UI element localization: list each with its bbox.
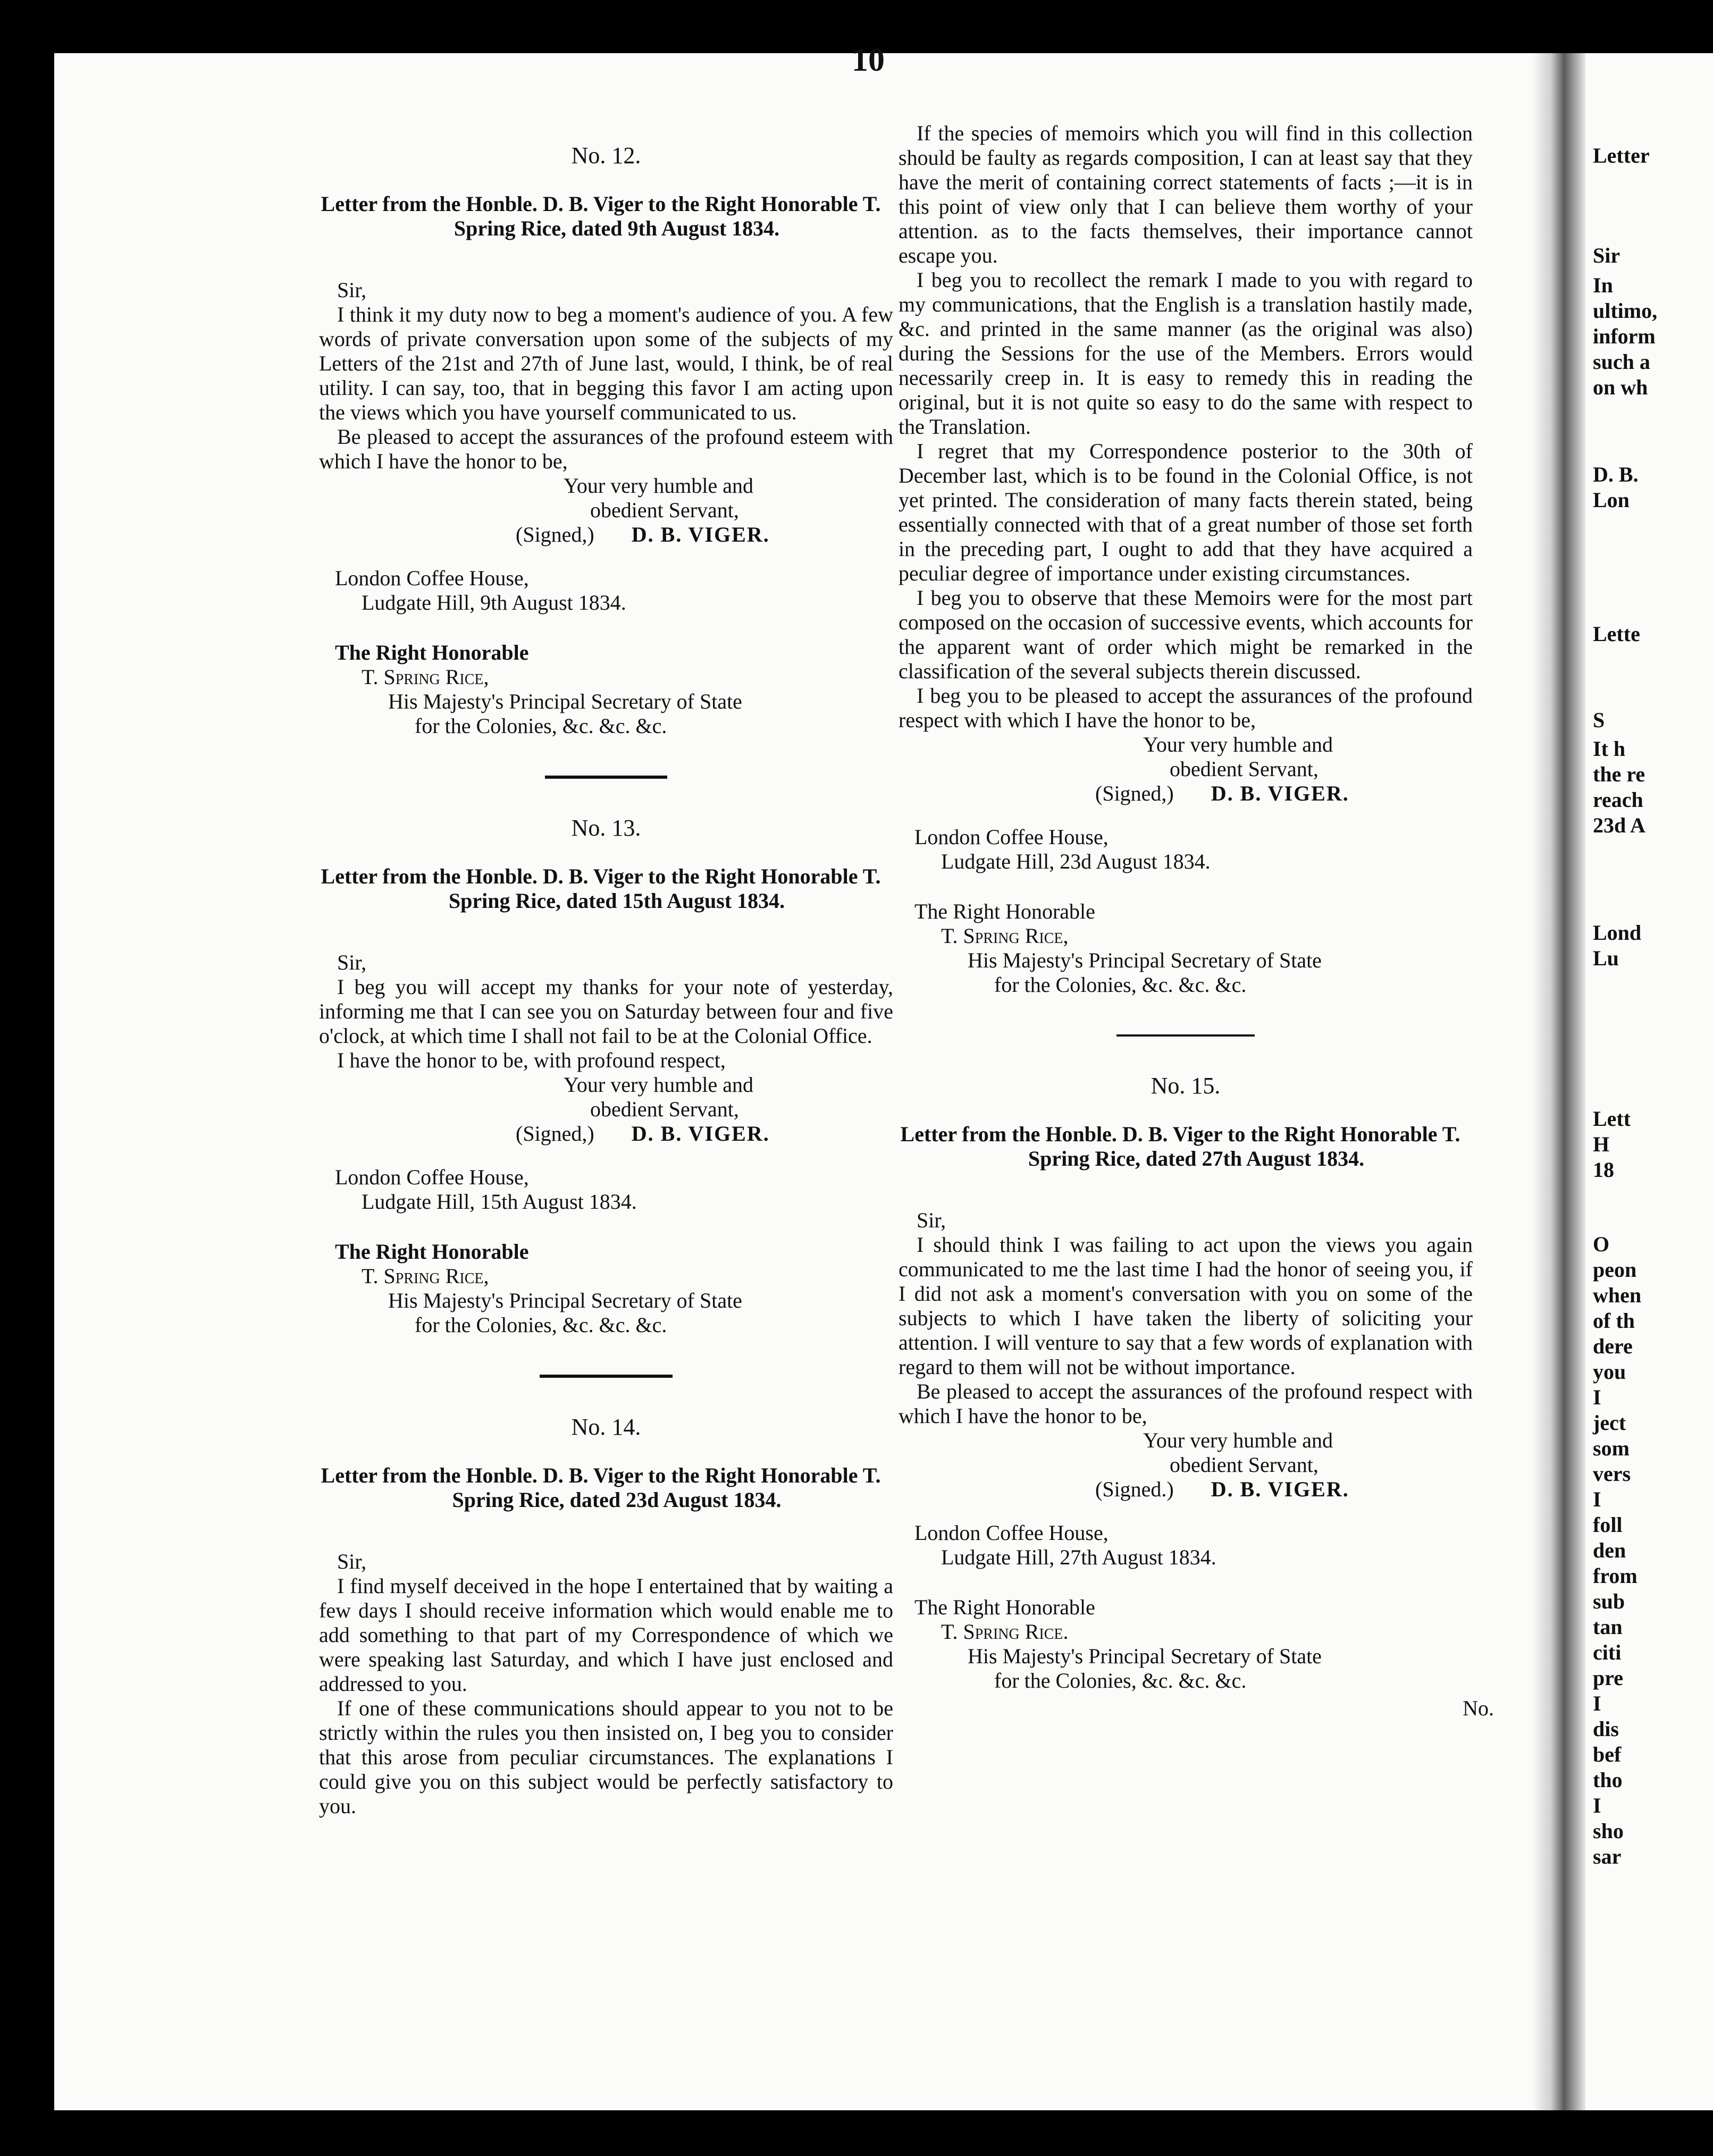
page-gutter [1532,53,1585,2110]
letter-14-paragraph: If one of these communications should appear to you not to be strictly within the rules you then insisted on, I beg you to consider that this arose from peculiar circumstances. The explanations I could give you on this subject would be perfectly satisfactory to you. [319,1696,893,1818]
fragment-line: D. B. [1593,462,1639,486]
fragment-line: Lette [1593,622,1640,646]
signer-name: D. B. VIGER. [1211,781,1349,805]
fragment-line: sar [1593,1845,1622,1868]
letter-14-recipient: The Right Honorable [914,899,1095,923]
letter-12-recipient-name: T. Spring Rice, [362,665,489,689]
letter-14-address-date: Ludgate Hill, 23d August 1834. [941,849,1211,873]
fragment-line: bef [1593,1742,1622,1766]
fragment-line: It h [1593,737,1626,761]
fragment-line: tho [1593,1768,1623,1792]
page-number: 10 [852,42,885,78]
fragment-line: I [1593,1385,1601,1409]
letter-13-recipient-name: T. Spring Rice, [362,1264,489,1288]
letter-13-title: Letter from the Honble. D. B. Viger to the Right Honorable T. Spring Rice, dated 15th August 1834. [321,864,881,913]
fragment-line: O [1593,1232,1610,1256]
letter-14-address: London Coffee House, [914,825,1109,849]
letter-12-closing: Your very humble and [564,474,754,498]
letter-14-recipient-office: for the Colonies, &c. &c. &c. [994,973,1247,997]
letter-14-salutation: Sir, [337,1549,367,1573]
letter-12-recipient-office: His Majesty's Principal Secretary of State [388,689,742,713]
letter-13-salutation: Sir, [337,950,367,974]
letter-12-signature [319,523,893,547]
letter-13-address-date: Ludgate Hill, 15th August 1834. [362,1190,637,1214]
letter-12-paragraph: I think it my duty now to beg a moment's audience of you. A few words of private conversation upon some of the subjects of my Letters of the 21st and 27th of June last, would, I think, be of real utility. I can say, too, that in begging this favor I am acting upon the views which you have yourself communicated to us. [319,302,893,424]
fragment-line: of th [1593,1309,1635,1333]
section-divider [545,776,667,779]
letter-12-address: London Coffee House, [335,566,529,590]
letter-13-number: No. 13. [571,815,641,841]
fragment-line: S [1593,708,1605,732]
fragment-line: I [1593,1487,1601,1511]
letter-15-recipient-office: His Majesty's Principal Secretary of State [968,1644,1322,1668]
fragment-line: I [1593,1793,1601,1817]
fragment-line: In [1593,273,1613,297]
signed-note: (Signed,) [516,523,594,546]
letter-14-paragraph: If the species of memoirs which you will find in this collection should be faulty as regards composition, I can at least say that they have the merit of containing correct statements of facts ;—it is in this point of view only that I can believe them worthy of your attention. as to the facts themselves, their importance cannot escape you. [899,121,1473,267]
fragment-line: dis [1593,1717,1619,1741]
signed-note: (Signed.) [1095,1477,1174,1501]
fragment-line: you [1593,1360,1626,1384]
letter-15-salutation: Sir, [917,1208,946,1232]
fragment-line: dere [1593,1334,1633,1358]
letter-13-paragraph: I beg you will accept my thanks for your note of yesterday, informing me that I can see you on Saturday between four and five o'clock, at which time I shall not fail to be at the Colonial Office. [319,975,893,1048]
letter-13-recipient-office: for the Colonies, &c. &c. &c. [415,1313,667,1337]
letter-14-recipient-name: T. Spring Rice, [941,924,1069,948]
letter-15-paragraph: Be pleased to accept the assurances of the profound respect with which I have the honor to be, [899,1379,1473,1428]
signed-note: (Signed,) [1095,781,1174,805]
letter-13-closing: I have the honor to be, with profound respect, [337,1048,726,1072]
fragment-line: Lon [1593,488,1630,512]
section-divider [1116,1034,1255,1037]
fragment-line: Lond [1593,921,1642,945]
letter-12-address-date: Ludgate Hill, 9th August 1834. [362,591,626,614]
letter-13-closing: Your very humble and [564,1073,754,1097]
fragment-line: Letter [1593,144,1650,167]
signer-name: D. B. VIGER. [631,523,770,546]
fragment-line: citi [1593,1640,1622,1664]
fragment-line: I [1593,1691,1601,1715]
fragment-line: reach [1593,788,1643,812]
fragment-line: inform [1593,324,1656,348]
catchword: No. [1463,1696,1494,1720]
letter-14-number: No. 14. [571,1414,641,1440]
letter-15-address: London Coffee House, [914,1521,1109,1545]
letter-15-address-date: Ludgate Hill, 27th August 1834. [941,1545,1216,1569]
fragment-line: Lu [1593,946,1619,970]
letter-12-number: No. 12. [571,142,641,169]
letter-13-recipient-office: His Majesty's Principal Secretary of State [388,1288,742,1312]
letter-14-recipient-office: His Majesty's Principal Secretary of State [968,948,1322,972]
fragment-line: sho [1593,1819,1624,1843]
letter-14-closing: obedient Servant, [1170,757,1319,781]
fragment-line: foll [1593,1513,1623,1537]
letter-13-address: London Coffee House, [335,1165,529,1189]
letter-14-paragraph: I beg you to recollect the remark I made to you with regard to my communications, that the English is a translation hastily made, &c. and printed in the same manner (as the original was also) during the Sessions for the use of the Members. Errors would necessarily creep in. It is easy to remedy this in reading the original, but it is not quite so easy to do the same with respect to the Translation. [899,268,1473,439]
fragment-line: H [1593,1132,1610,1156]
fragment-line: the re [1593,762,1645,786]
letter-15-closing: Your very humble and [1143,1428,1333,1452]
letter-13-closing: obedient Servant, [590,1097,739,1121]
letter-15-title: Letter from the Honble. D. B. Viger to the Right Honorable T. Spring Rice, dated 27th August 1834. [900,1122,1460,1170]
letter-15-signature [899,1477,1473,1502]
fragment-line: when [1593,1283,1642,1307]
letter-12-salutation: Sir, [337,278,367,302]
fragment-line: pre [1593,1666,1624,1690]
letter-15-recipient-name: T. Spring Rice. [941,1620,1069,1644]
letter-14-paragraph: I regret that my Correspondence posterior to the 30th of December last, which is to be found in the Colonial Office, is not yet printed. The consideration of many facts therein stated, being essentially connected with that of a great number of those set forth in the preceding part, I ought to add that they have acquired a peculiar degree of importance under existing circumstances. [899,439,1473,585]
letter-12-paragraph: Be pleased to accept the assurances of the profound esteem with which I have the honor to be, [319,425,893,473]
fragment-line: such a [1593,350,1650,374]
fragment-line: peon [1593,1258,1637,1282]
adjacent-page-fragment [1585,53,1713,2110]
fragment-line: Lett [1593,1107,1631,1131]
letter-14-closing: Your very humble and [1143,732,1333,756]
letter-13-recipient: The Right Honorable [335,1240,529,1264]
fragment-line: sub [1593,1589,1625,1613]
letter-15-closing: obedient Servant, [1170,1453,1319,1477]
fragment-line: 18 [1593,1158,1614,1182]
fragment-line: Sir [1593,243,1620,267]
letter-15-number: No. 15. [1151,1073,1221,1099]
fragment-line: on wh [1593,375,1648,399]
fragment-line: tan [1593,1615,1623,1639]
letter-15-recipient-office: for the Colonies, &c. &c. &c. [994,1669,1247,1692]
letter-14-title: Letter from the Honble. D. B. Viger to the Right Honorable T. Spring Rice, dated 23d August 1834. [321,1463,881,1512]
fragment-line: ultimo, [1593,299,1658,323]
fragment-line: som [1593,1436,1630,1460]
signed-note: (Signed,) [516,1122,594,1146]
fragment-line: ject [1593,1411,1626,1435]
letter-12-recipient-office: for the Colonies, &c. &c. &c. [415,714,667,738]
letter-12-closing: obedient Servant, [590,498,739,522]
section-divider [540,1375,673,1378]
letter-15-paragraph: I should think I was failing to act upon the views you again communicated to me the last time I had the honor of seeing you, if I did not ask a moment's conversation with you on some of the subjects to which I have taken the liberty of soliciting your attention. I will venture to say that a few words of explanation with regard to them will not be without importance. [899,1233,1473,1379]
letter-12-title: Letter from the Honble. D. B. Viger to the Right Honorable T. Spring Rice, dated 9th August 1834. [321,192,881,240]
fragment-line: vers [1593,1462,1631,1486]
letter-13-signature [319,1122,893,1146]
document-page [54,42,1532,2110]
fragment-line: from [1593,1564,1638,1588]
letter-12-recipient: The Right Honorable [335,641,529,664]
signer-name: D. B. VIGER. [1211,1477,1349,1501]
letter-15-recipient: The Right Honorable [914,1595,1095,1619]
left-column [319,144,893,1818]
fragment-line: 23d A [1593,813,1645,837]
letter-14-paragraph: I find myself deceived in the hope I entertained that by waiting a few days I should receive information which would enable me to add something to that part of my Correspondence of which we were speaking last Saturday, and which I have just enclosed and addressed to you. [319,1574,893,1696]
fragment-line: den [1593,1538,1626,1562]
right-column [899,121,1494,1720]
letter-14-paragraph: I beg you to be pleased to accept the assurances of the profound respect with which I have the honor to be, [899,684,1473,732]
letter-14-signature [899,781,1473,806]
signer-name: D. B. VIGER. [631,1122,770,1146]
letter-14-paragraph: I beg you to observe that these Memoirs were for the most part composed on the occasion of successive events, which accounts for the apparent want of order which might be remarked in the classification of the several subjects therein discussed. [899,586,1473,683]
